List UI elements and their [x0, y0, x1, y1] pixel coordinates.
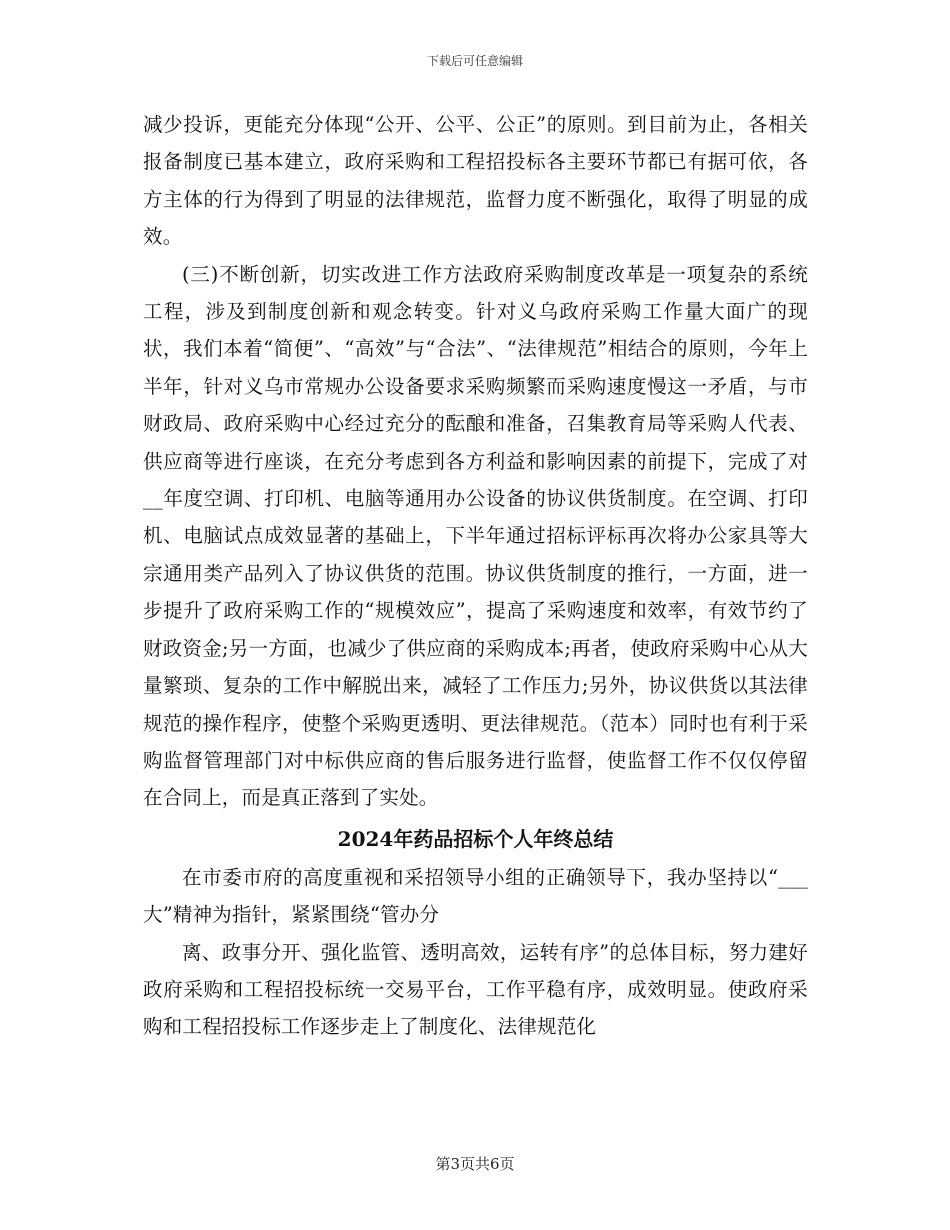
page-footer-number: 第3页共6页	[435, 1155, 515, 1173]
document-title: 2024年药品招标个人年终总结	[337, 826, 614, 851]
paragraph-4: 离、政事分开、强化监管、透明高效，运转有序”的总体目标，努力建好政府采购和工程招投标统一交易平台，工作平稳有序，成效明显。使政府采购和工程招投标工作逐步走上了制度化、法律规范化	[143, 940, 808, 1039]
paragraph-2: (三)不断创新，切实改进工作方法政府采购制度改革是一项复杂的系统工程，涉及到制度创新和观念转变。针对义乌政府采购工作量大面广的现状，我们本着“简便”、“高效”与“合法”、“法律规范”相结合的原则，今年上半年，针对义乌市常规办公设备要求采购频繁而采购速度慢这一矛盾，与市财政局、政府采购中心经过充分的酝酿和准备，召集教育局等采购人代表、供应商等进行座谈，在充分考虑到各方利益和影响因素的前提下，完成了对__年度空调、打印机、电脑等通用办公设备的协议供货制度。在空调、打印机、电脑试点成效显著的基础上，下半年通过招标评标再次将办公家具等大宗通用类产品列入了协议供货的范围。协议供货制度的推行，一方面，进一步提升了政府采购工作的“规模效应”，提高了采购速度和效率，有效节约了财政资金;另一方面，也减少了供应商的采购成本;再者，使政府采购中心从大量繁琐、复杂的工作中解脱出来，减轻了工作压力;另外，协议供货以其法律规范的操作程序，使整个采购更透明、更法律规范。（范本）同时也有利于采购监督管理部门对中标供应商的售后服务进行监督，使监督工作不仅仅停留在合同上，而是真正落到了实处。	[143, 262, 808, 810]
document-body	[143, 106, 808, 1046]
paragraph-1: 减少投诉，更能充分体现“公开、公平、公正”的原则。到目前为止，各相关报备制度已基本建立，政府采购和工程招投标各主要环节都已有据可依，各方主体的行为得到了明显的法律规范，监督力度不断强化，取得了明显的成效。	[143, 113, 808, 249]
page-header-note: 下载后可任意编辑	[426, 54, 523, 68]
paragraph-3: 在市委市府的高度重视和采招领导小组的正确领导下，我办坚持以“___大”精神为指针，紧紧围绕“管办分	[143, 865, 808, 927]
